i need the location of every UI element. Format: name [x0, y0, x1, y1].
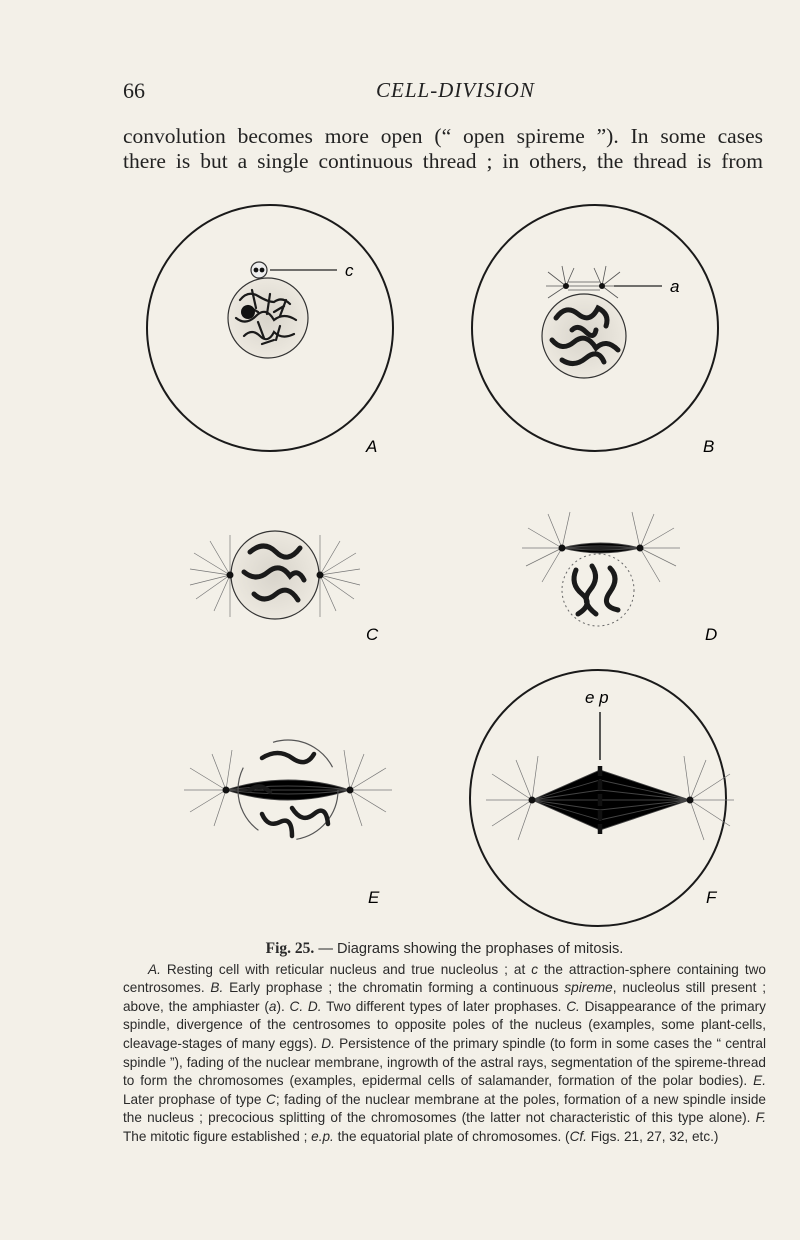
amphiaster: [546, 266, 620, 298]
caption-run: Two different types of later prophases.: [321, 998, 567, 1014]
panel-d: [522, 512, 717, 644]
caption-fig-number: Fig. 25.: [265, 940, 315, 957]
panel-label-c: C: [366, 625, 379, 644]
centrosome: [637, 545, 644, 552]
caption-run: spireme: [564, 980, 613, 996]
caption-run: , nucleolus still present ; above, the amphiaster (: [123, 980, 766, 1014]
caption-run: the equatorial plate of chromosomes. (: [333, 1128, 570, 1144]
centrosome: [227, 572, 234, 579]
panel-label-e: E: [368, 888, 380, 907]
caption-run: Early prophase ; the chromatin forming a continuous: [223, 980, 565, 996]
caption-run: Cf.: [569, 1128, 587, 1144]
figure-caption: [123, 940, 766, 1147]
centrosome: [317, 572, 324, 579]
mitotic-spindle: [532, 770, 690, 830]
attraction-sphere: [251, 262, 267, 278]
nucleus: [228, 278, 308, 358]
centrosome: [687, 797, 694, 804]
mitosis-figure: [0, 180, 800, 930]
caption-body: [123, 961, 766, 1147]
panel-c: [190, 531, 379, 644]
panel-b: [472, 205, 718, 456]
running-title: CELL-DIVISION: [376, 78, 535, 102]
panel-f: [470, 670, 734, 926]
body-line: convolution becomes more open (“ open spireme ”). In some cases: [123, 124, 763, 148]
panel-label-b: B: [703, 437, 715, 456]
panel-label-f: F: [706, 888, 717, 907]
chromosomes: [574, 566, 618, 614]
primary-spindle: [562, 543, 640, 553]
caption-run: E.: [753, 1073, 766, 1089]
panel-e: [184, 740, 392, 907]
centrosome: [563, 283, 569, 289]
centrosome: [559, 545, 566, 552]
caption-run: c: [531, 961, 539, 977]
new-spindle: [226, 780, 350, 800]
nucleolus: [241, 305, 255, 319]
caption-run: Resting cell with reticular nucleus and true nucleolus ; at: [160, 961, 532, 977]
page-number: 66: [123, 78, 145, 103]
centrosome: [599, 283, 605, 289]
caption-run: a: [268, 998, 277, 1014]
caption-run: Later prophase of type: [123, 1091, 266, 1107]
label-c: c: [345, 261, 354, 280]
caption-run: F.: [755, 1110, 766, 1126]
body-paragraph: [123, 124, 763, 174]
panel-label-d: D: [705, 625, 718, 644]
centrosome: [347, 787, 354, 794]
caption-run: C: [265, 1091, 276, 1107]
caption-run: Disappearance of the primary spindle, divergence of the centrosomes to opposite poles of the nucleus (examples, some plant-cells, cleavage-stages of many eggs).: [123, 998, 766, 1051]
centrosome: [260, 268, 265, 273]
caption-run: C. D.: [289, 998, 322, 1014]
caption-title-text: — Diagrams showing the prophases of mitosis.: [314, 941, 624, 957]
centrosome: [223, 787, 230, 794]
caption-run: The mitotic figure established ;: [123, 1128, 312, 1144]
caption-run: Figs. 21, 27, 32, etc.): [586, 1128, 719, 1144]
label-ep: e p: [585, 688, 609, 707]
panel-label-a: A: [366, 437, 378, 456]
panel-a: [147, 205, 393, 456]
caption-run: B.: [210, 980, 224, 996]
caption-run: Persistence of the primary spindle (to form in some cases the “ central spindle ”), fading of the nuclear membrane, ingrowth of the astral rays, segmentation of the spireme-thread to form the chromosomes (examples, epidermal cells of salamander, formation of the polar bodies).: [123, 1035, 766, 1089]
caption-run: ; fading of the nuclear membrane at the poles, formation of a new spindle inside the nucleus ; precocious splitting of the chromosomes (the latter not characteristic of this type alone).: [123, 1091, 766, 1126]
caption-run: ).: [276, 998, 290, 1014]
centrosome: [254, 268, 259, 273]
centrosome: [529, 797, 536, 804]
caption-run: D.: [321, 1035, 335, 1051]
body-line: there is but a single continuous thread ; in others, the thread is from: [123, 149, 763, 173]
caption-run: e.p.: [311, 1128, 334, 1144]
page-header: [0, 78, 800, 108]
caption-title: [123, 940, 766, 959]
caption-run: C.: [566, 998, 580, 1014]
caption-run: the attraction-sphere containing two centrosomes.: [123, 961, 766, 996]
label-a: a: [670, 277, 680, 296]
caption-run: A.: [148, 961, 161, 977]
